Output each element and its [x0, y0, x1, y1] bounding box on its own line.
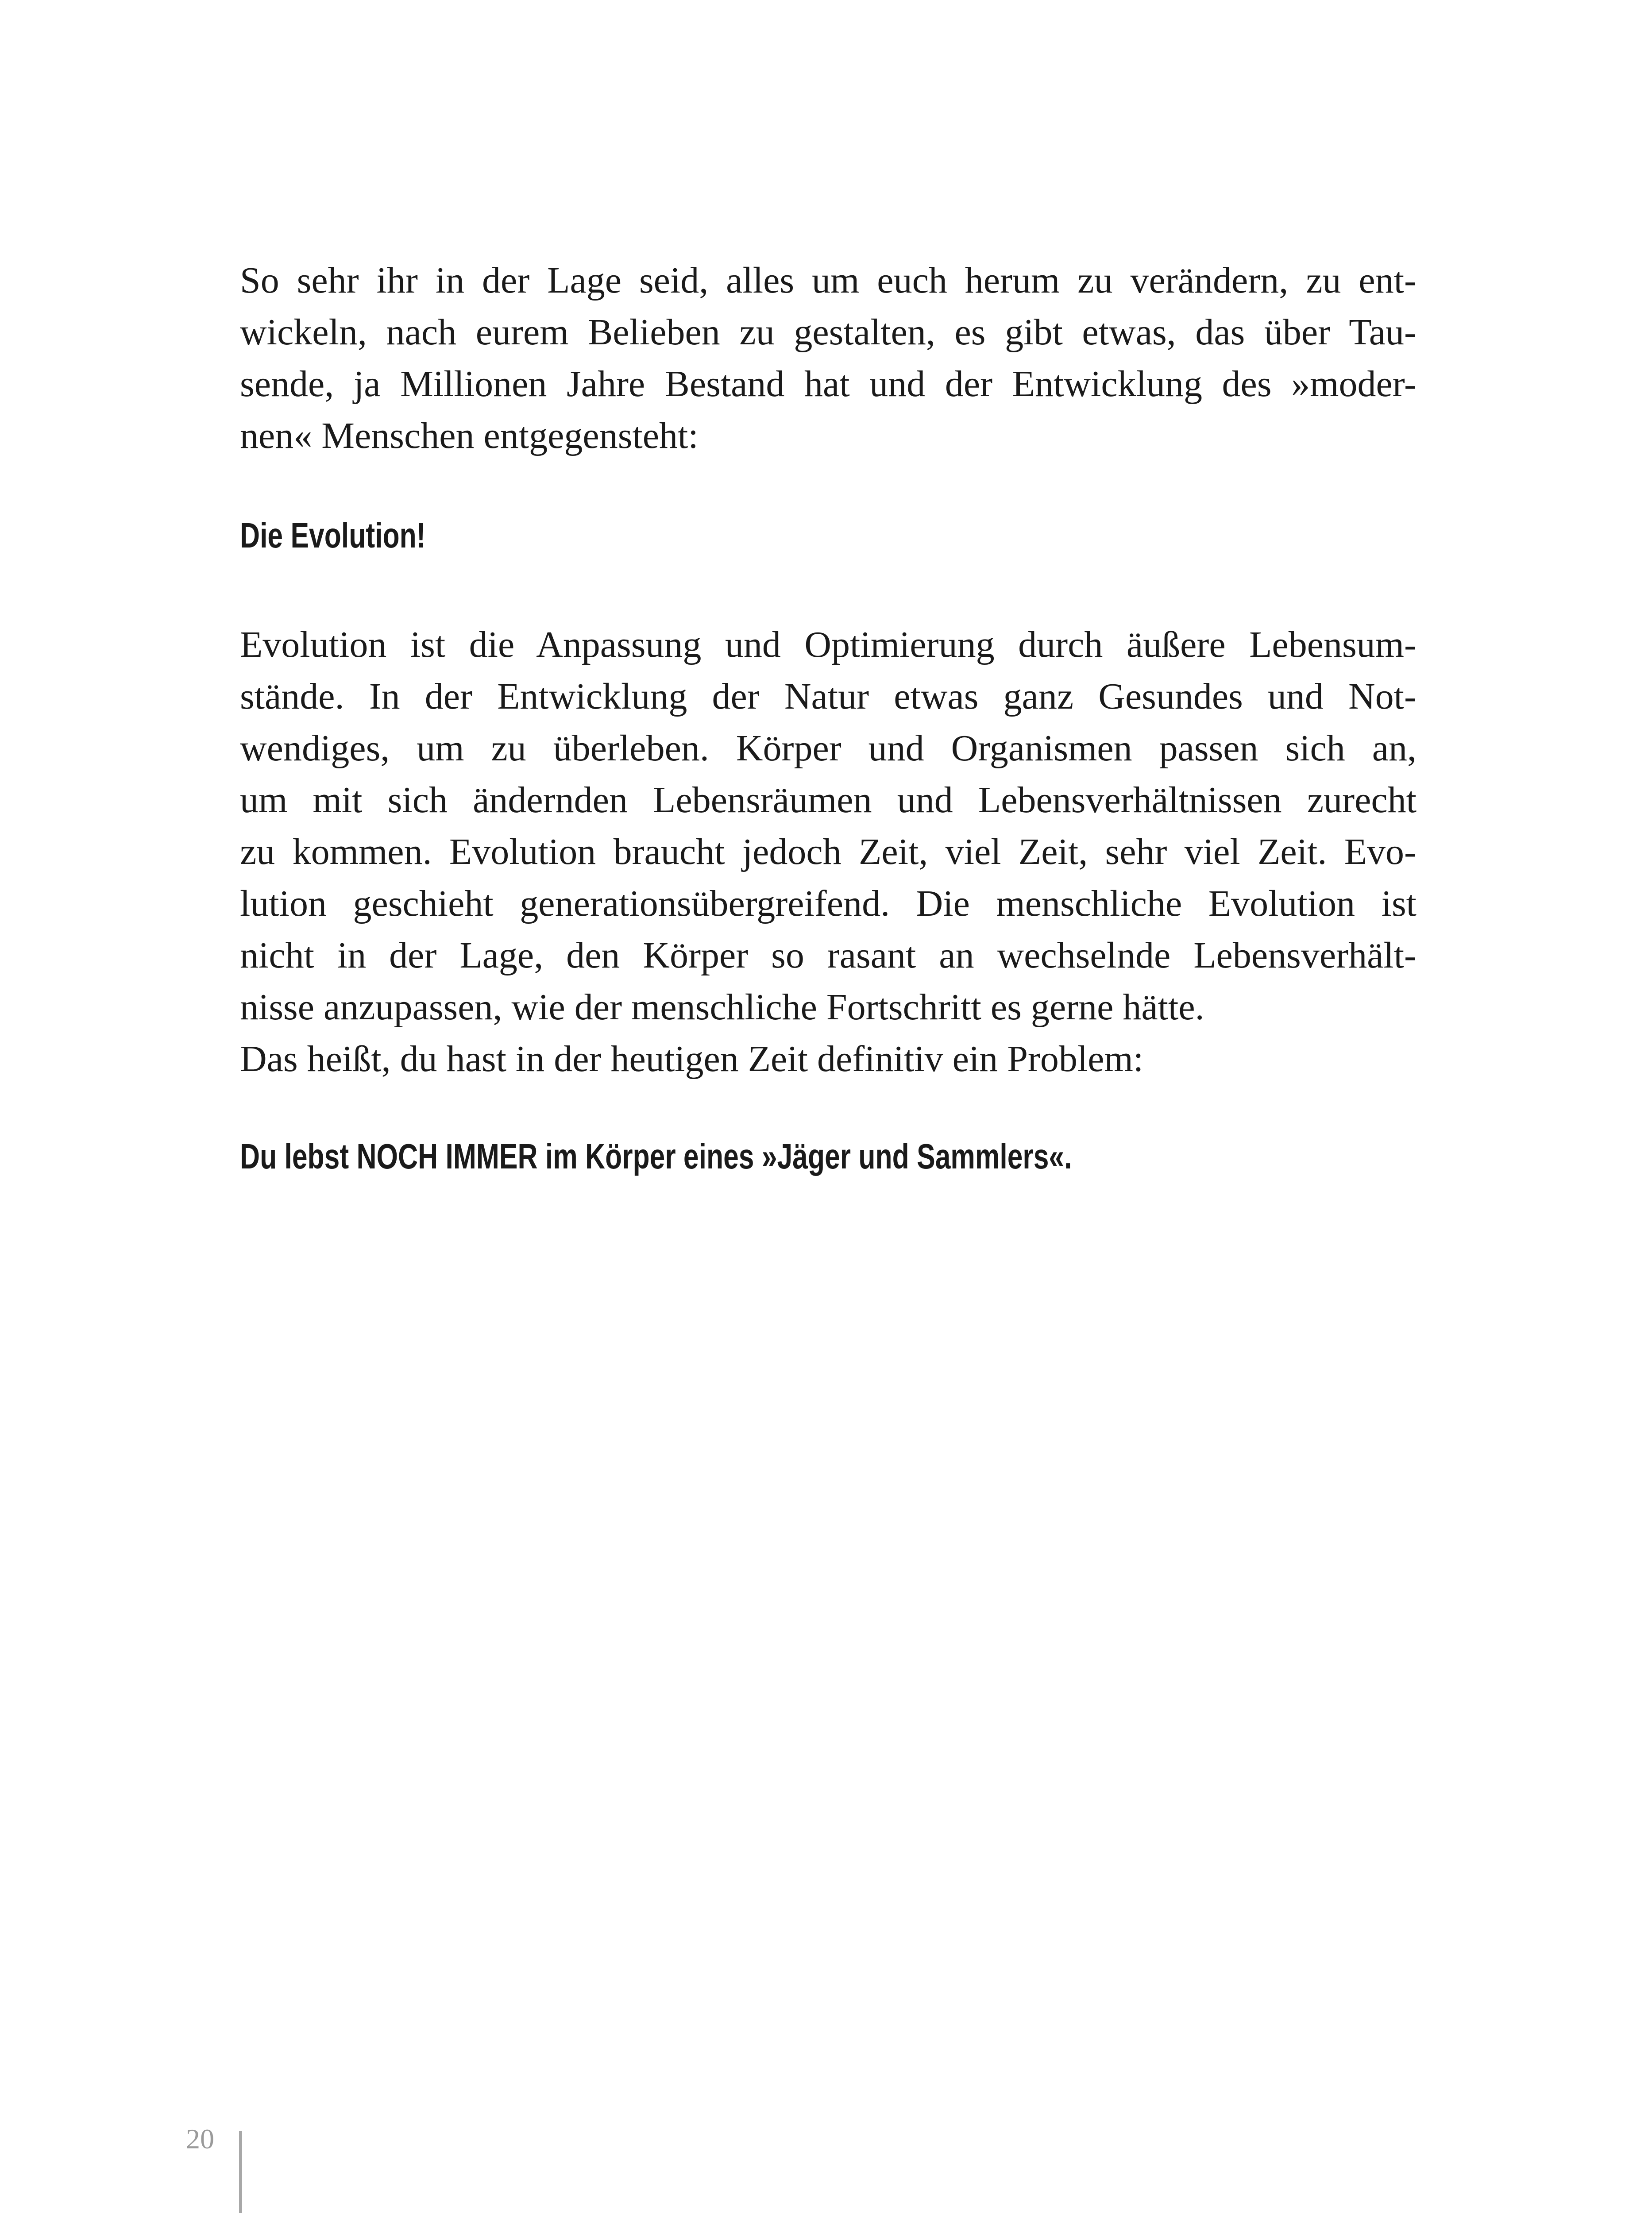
text-line: wickeln, nach eurem Belieben zu gestalten, es gibt etwas, das über Tau-	[240, 312, 1417, 353]
text-line: zu kommen. Evolution braucht jedoch Zeit, viel Zeit, sehr viel Zeit. Evo-	[240, 831, 1417, 872]
text-line: nicht in der Lage, den Körper so rasant an wechselnde Lebensverhält-	[240, 935, 1417, 976]
paragraph-evolution	[240, 619, 1417, 1085]
text-line: um mit sich ändernden Lebensräumen und Lebensverhältnissen zurecht	[240, 779, 1417, 821]
text-line: So sehr ihr in der Lage seid, alles um euch herum zu verändern, zu ent-	[240, 260, 1417, 301]
text-line: Evolution ist die Anpassung und Optimierung durch äußere Lebensum-	[240, 624, 1417, 665]
section-heading-evolution: Die Evolution!	[240, 516, 426, 555]
text-line: sende, ja Millionen Jahre Bestand hat und der Entwicklung des »moder-	[240, 363, 1417, 405]
text-line: stände. In der Entwicklung der Natur etwas ganz Gesundes und Not-	[240, 676, 1417, 717]
page-margin-rule	[239, 2131, 242, 2213]
page-number: 20	[186, 2123, 214, 2155]
text-line: nisse anzupassen, wie der menschliche Fortschritt es gerne hätte.	[240, 987, 1204, 1028]
text-line: Das heißt, du hast in der heutigen Zeit definitiv ein Problem:	[240, 1038, 1144, 1080]
text-line: nen« Menschen entgegensteht:	[240, 415, 699, 456]
text-line: wendiges, um zu überleben. Körper und Organismen passen sich an,	[240, 728, 1417, 769]
section-heading-hunter-gatherer: Du lebst NOCH IMMER im Körper eines »Jäger und Sammlers«.	[240, 1137, 1072, 1176]
text-line: lution geschieht generationsübergreifend. Die menschliche Evolution ist	[240, 883, 1417, 924]
paragraph-intro	[240, 254, 1417, 462]
